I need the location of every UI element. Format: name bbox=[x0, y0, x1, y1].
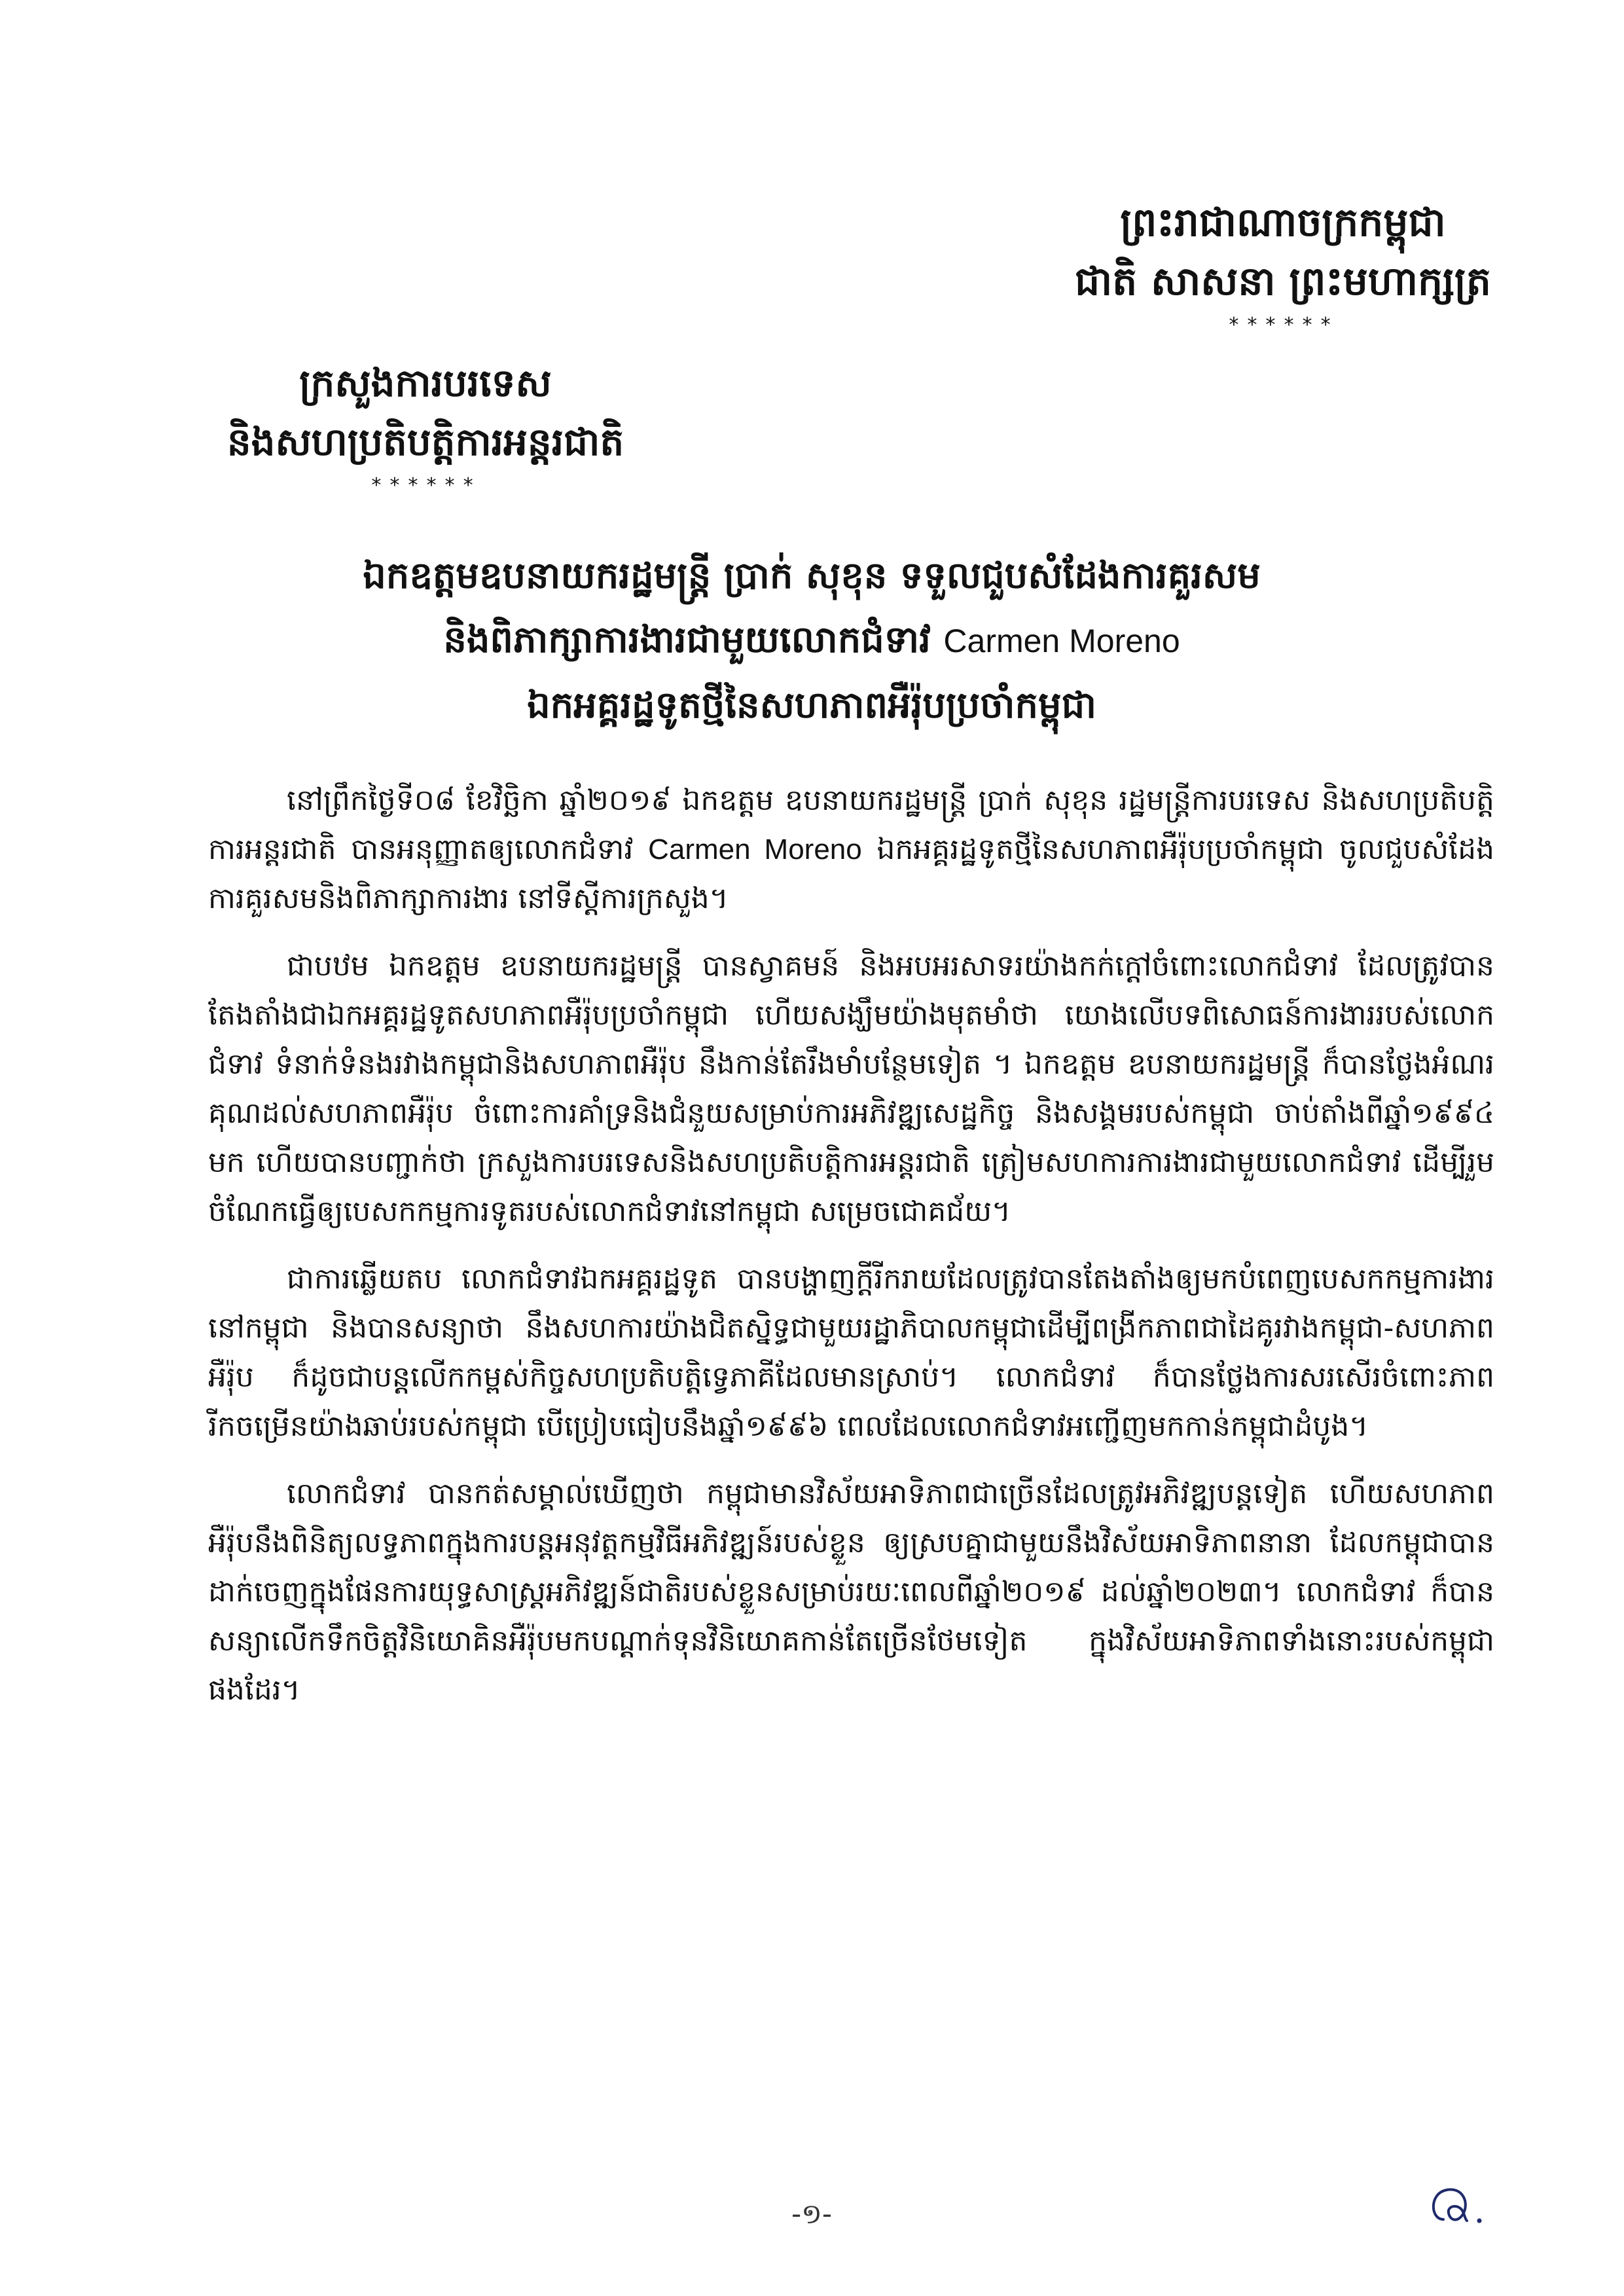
handwritten-initial bbox=[1424, 2174, 1502, 2239]
paragraph-2: ជាបឋម ឯកឧត្តម ឧបនាយករដ្ឋមន្ត្រី បានស្វាគមន៍ និងអបអរសាទរយ៉ាងកក់ក្តៅចំពោះលោកជំទាវ ដែលត្រូវបានតែងតាំងជាឯកអគ្គរដ្ឋទូតសហភាពអឺរ៉ុបប្រចាំកម្ពុជា ហើយសង្ឃឹមយ៉ាងមុតមាំថា យោងលើបទពិសោធន៍ការងាររបស់លោកជំទាវ ទំនាក់ទំនងរវាងកម្ពុជានិងសហភាពអឺរ៉ុប នឹងកាន់តែរឹងមាំបន្ថែមទៀត ។ ឯកឧត្តម ឧបនាយករដ្ឋមន្ត្រី ក៏បានថ្លែងអំណរគុណដល់សហភាពអឺរ៉ុប ចំពោះការគាំទ្រនិងជំនួយសម្រាប់ការអភិវឌ្ឍសេដ្ឋកិច្ច និងសង្គមរបស់កម្ពុជា ចាប់តាំងពីឆ្នាំ១៩៩៤ មក ហើយបានបញ្ជាក់ថា ក្រសួងការបរទេសនិងសហប្រតិបត្តិការអន្តរជាតិ ត្រៀមសហការការងារជាមួយលោកជំទាវ ដើម្បីរួមចំណែកធ្វើឲ្យបេសកកម្មការទូតរបស់លោកជំទាវនៅកម្ពុជា សម្រេចជោគជ័យ។ bbox=[208, 949, 1494, 1228]
ministry-name-line2: និងសហប្រតិបត្តិការអន្តរជាតិ bbox=[226, 420, 624, 464]
title-line2-latin: Carmen Moreno bbox=[943, 623, 1180, 659]
page-number: -១- bbox=[791, 2198, 833, 2230]
paragraph-1-part-a: នៅព្រឹកថ្ងៃទី០៨ ខែវិច្ឆិកា ឆ្នាំ២០១៩ ឯកឧត្តម ឧបនាយករដ្ឋមន្ត្រី ប្រាក់ សុខុន រដ្ឋមន្ត្រីការបរទេស និងសហប្រតិបត្តិការអន្តរជាតិ បានអនុញ្ញាតឲ្យលោកជំទាវ bbox=[208, 784, 1494, 866]
title-line2-khmer: និងពិភាក្សាការងារជាមួយលោកជំទាវ bbox=[443, 618, 931, 661]
kingdom-header bbox=[1021, 193, 1545, 340]
paragraph-1-name: Carmen Moreno bbox=[648, 833, 862, 866]
paragraph-1 bbox=[208, 776, 1494, 923]
paragraph-1-part-b: ឯកអគ្គរដ្ឋទូតថ្មីនៃសហភាពអឺរ៉ុបប្រចាំកម្ពុជា ចូលជួបសំដែងការគួរសមនិងពិភាក្សាការងារ នៅទីស្តីការក្រសួង។ bbox=[208, 833, 1494, 915]
paragraph-3: ជាការឆ្លើយតប លោកជំទាវឯកអគ្គរដ្ឋទូត បានបង្ហាញក្តីរីករាយដែលត្រូវបានតែងតាំងឲ្យមកបំពេញបេសកកម្មការងារនៅកម្ពុជា និងបានសន្យាថា នឹងសហការយ៉ាងជិតស្និទ្ធជាមួយរដ្ឋាភិបាលកម្ពុជាដើម្បីពង្រីកភាពជាដៃគូរវាងកម្ពុជា-សហភាពអឺរ៉ុប ក៏ដូចជាបន្តលើកកម្ពស់កិច្ចសហប្រតិបត្តិទ្វេភាគីដែលមានស្រាប់។ លោកជំទាវ ក៏បានថ្លែងការសរសើរចំពោះភាពរីកចម្រើនយ៉ាងឆាប់របស់កម្ពុជា បើប្រៀបធៀបនឹងឆ្នាំ១៩៩៦ ពេលដែលលោកជំទាវអញ្ជើញមកកាន់កម្ពុជាដំបូង។ bbox=[208, 1262, 1494, 1443]
ministry-stars: ****** bbox=[370, 474, 481, 497]
ministry-header bbox=[157, 354, 694, 500]
title-line2 bbox=[196, 608, 1427, 673]
kingdom-name: ព្រះរាជាណាចក្រកម្ពុជា bbox=[1120, 200, 1446, 246]
title-line3: ឯកអគ្គរដ្ឋទូតថ្មីនៃសហភាពអឺរ៉ុបប្រចាំកម្ពុជា bbox=[527, 683, 1096, 727]
title-line1: ឯកឧត្តមឧបនាយករដ្ឋមន្ត្រី ប្រាក់ សុខុន ទទួលជួបសំដែងការគួរសម bbox=[363, 554, 1261, 597]
press-release-title bbox=[196, 543, 1427, 737]
kingdom-stars: ****** bbox=[1227, 314, 1339, 337]
national-motto: ជាតិ សាសនា ព្រះមហាក្សត្រ bbox=[1075, 259, 1491, 304]
body-text bbox=[208, 776, 1494, 1733]
paragraph-4: លោកជំទាវ បានកត់សម្គាល់ឃើញថា កម្ពុជាមានវិស័យអាទិភាពជាច្រើនដែលត្រូវអភិវឌ្ឍបន្តទៀត ហើយសហភាពអឺរ៉ុបនឹងពិនិត្យលទ្ធភាពក្នុងការបន្តអនុវត្តកម្មវិធីអភិវឌ្ឍន៍របស់ខ្លួន ឲ្យស្របគ្នាជាមួយនឹងវិស័យអាទិភាពនានា ដែលកម្ពុជាបានដាក់ចេញក្នុងផែនការយុទ្ធសាស្ត្រអភិវឌ្ឍន៍ជាតិរបស់ខ្លួនសម្រាប់រយៈពេលពីឆ្នាំ២០១៩ ដល់ឆ្នាំ២០២៣។ លោកជំទាវ ក៏បានសន្យាលើកទឹកចិត្តវិនិយោគិនអឺរ៉ុបមកបណ្តាក់ទុនវិនិយោគកាន់តែច្រើនថែមទៀត ក្នុងវិស័យអាទិភាពទាំងនោះរបស់កម្ពុជា ផងដែរ។ bbox=[208, 1477, 1494, 1707]
ministry-name-line1: ក្រសួងការបរទេស bbox=[299, 361, 552, 405]
